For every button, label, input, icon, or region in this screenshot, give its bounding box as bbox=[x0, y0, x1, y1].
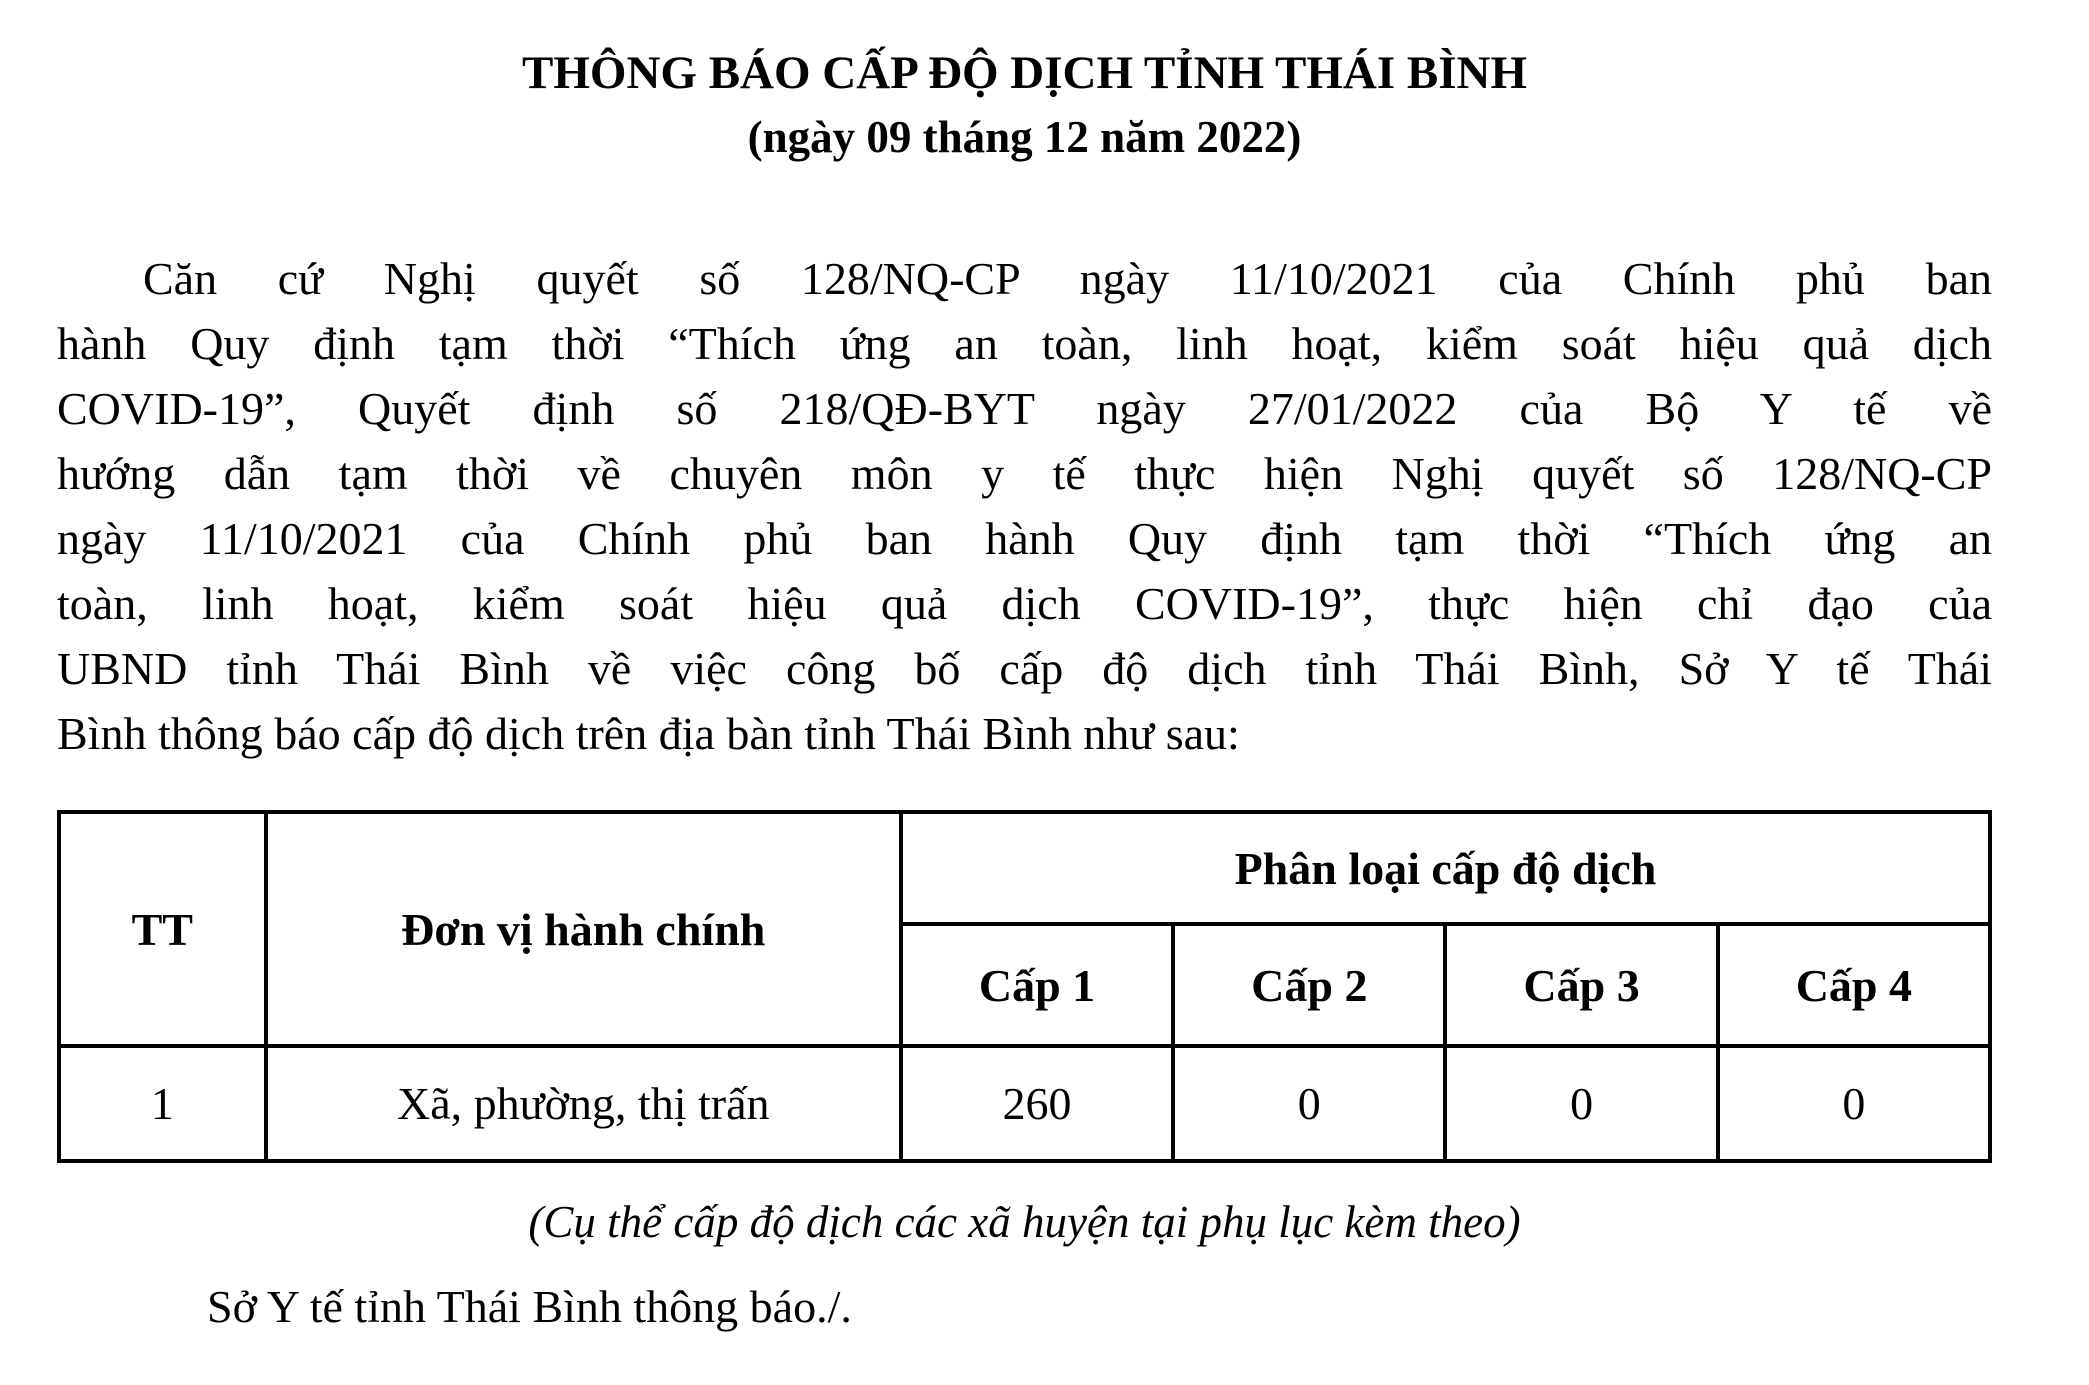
paragraph-line: ngày 11/10/2021 của Chính phủ ban hành Quy định tạm thời “Thích ứng an bbox=[57, 513, 1992, 564]
epidemic-level-table bbox=[57, 810, 1992, 1163]
page-subtitle: (ngày 09 tháng 12 năm 2022) bbox=[747, 112, 1302, 162]
cell-admin-unit: Xã, phường, thị trấn bbox=[266, 1046, 901, 1161]
paragraph-line: hướng dẫn tạm thời về chuyên môn y tế thực hiện Nghị quyết số 128/NQ-CP bbox=[57, 448, 1992, 499]
table-row bbox=[59, 1046, 1990, 1161]
cell-level-4: 0 bbox=[1718, 1046, 1990, 1161]
appendix-note: (Cụ thể cấp độ dịch các xã huyện tại phụ lục kèm theo) bbox=[528, 1197, 1521, 1247]
paragraph-line: hành Quy định tạm thời “Thích ứng an toàn, linh hoạt, kiểm soát hiệu quả dịch bbox=[57, 318, 1992, 369]
column-header-level-group: Phân loại cấp độ dịch bbox=[901, 812, 1990, 924]
column-header-tt: TT bbox=[59, 812, 266, 1046]
column-header-level-3: Cấp 3 bbox=[1445, 924, 1717, 1046]
paragraph-line: Căn cứ Nghị quyết số 128/NQ-CP ngày 11/10/2021 của Chính phủ ban bbox=[143, 253, 1992, 304]
column-header-admin-unit: Đơn vị hành chính bbox=[266, 812, 901, 1046]
column-header-level-4: Cấp 4 bbox=[1718, 924, 1990, 1046]
page-title: THÔNG BÁO CẤP ĐỘ DỊCH TỈNH THÁI BÌNH bbox=[521, 47, 1527, 99]
cell-tt: 1 bbox=[59, 1046, 266, 1161]
cell-level-1: 260 bbox=[901, 1046, 1173, 1161]
closing-statement: Sở Y tế tỉnh Thái Bình thông báo./. bbox=[207, 1281, 852, 1332]
cell-level-2: 0 bbox=[1173, 1046, 1445, 1161]
paragraph-line: COVID-19”, Quyết định số 218/QĐ-BYT ngày 27/01/2022 của Bộ Y tế về bbox=[57, 383, 1992, 434]
table-header-group-row bbox=[59, 812, 1990, 924]
cell-level-3: 0 bbox=[1445, 1046, 1717, 1161]
paragraph-line: toàn, linh hoạt, kiểm soát hiệu quả dịch COVID-19”, thực hiện chỉ đạo của bbox=[57, 578, 1992, 629]
paragraph-line: UBND tỉnh Thái Bình về việc công bố cấp độ dịch tỉnh Thái Bình, Sở Y tế Thái bbox=[57, 643, 1992, 694]
paragraph-line: Bình thông báo cấp độ dịch trên địa bàn tỉnh Thái Bình như sau: bbox=[57, 708, 1240, 759]
column-header-level-2: Cấp 2 bbox=[1173, 924, 1445, 1046]
body-paragraph bbox=[57, 246, 1992, 766]
column-header-level-1: Cấp 1 bbox=[901, 924, 1173, 1046]
